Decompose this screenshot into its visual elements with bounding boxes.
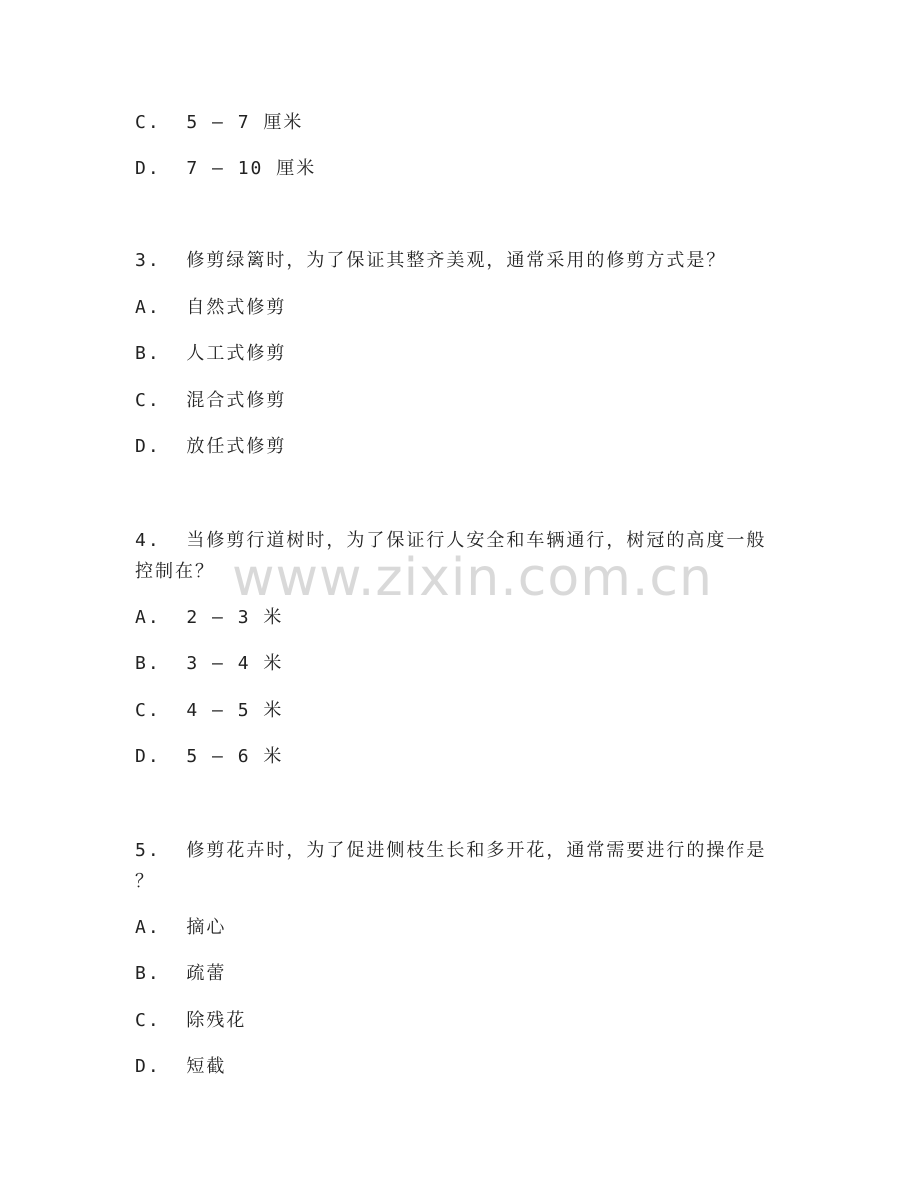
q5-option-a: A. 摘心 [135,917,227,938]
q2-option-c: C. 5 – 7 厘米 [135,112,304,133]
watermark: www.zixin.com.cn [232,548,713,608]
q5-option-d: D. 短截 [135,1056,227,1077]
q4-option-d: D. 5 – 6 米 [135,746,284,767]
q2-option-d: D. 7 – 10 厘米 [135,158,317,179]
q4-option-b: B. 3 – 4 米 [135,653,284,674]
q5-question-line1: 5. 修剪花卉时，为了促进侧枝生长和多开花，通常需要进行的操作是 [135,840,767,861]
q4-option-c: C. 4 – 5 米 [135,700,284,721]
q5-option-c: C. 除残花 [135,1010,247,1031]
q4-option-a: A. 2 – 3 米 [135,607,284,628]
q3-option-c: C. 混合式修剪 [135,390,287,411]
q5-question-line2: ？ [135,871,155,892]
q3-option-d: D. 放任式修剪 [135,436,287,457]
q4-question-line1: 4. 当修剪行道树时，为了保证行人安全和车辆通行，树冠的高度一般 [135,530,767,551]
q4-question-line2: 控制在？ [135,561,215,582]
q3-question: 3. 修剪绿篱时，为了保证其整齐美观，通常采用的修剪方式是？ [135,250,727,271]
q5-option-b: B. 疏蕾 [135,963,227,984]
q3-option-a: A. 自然式修剪 [135,297,287,318]
q3-option-b: B. 人工式修剪 [135,343,287,364]
